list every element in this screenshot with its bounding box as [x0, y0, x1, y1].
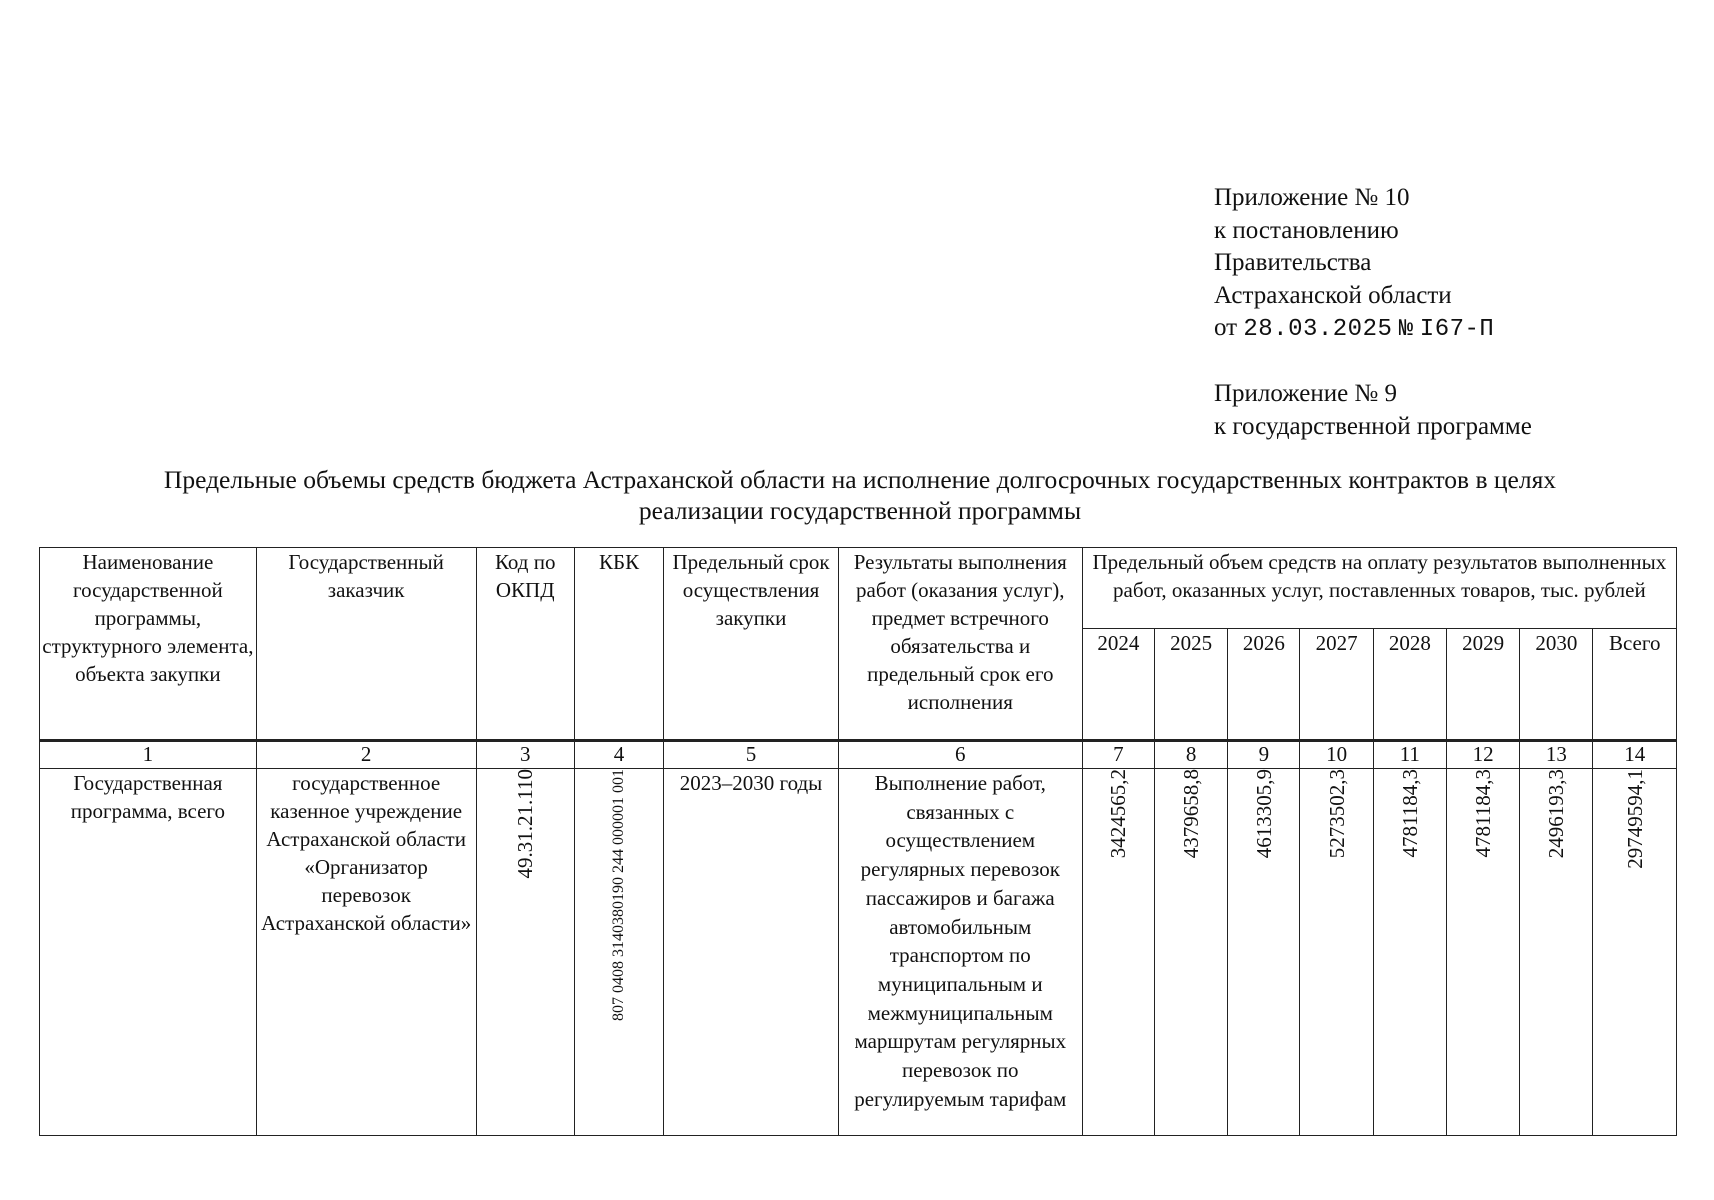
row-value-2025-cell [1154, 769, 1227, 1136]
header-customer: Государственный заказчик [256, 548, 476, 741]
row-value-2025: 4379658,8 [1179, 769, 1204, 859]
header-results: Результаты выполнения работ (оказания услуг), предмет встречного обязательства и предельный срок его исполнения [838, 548, 1082, 741]
row-results: Выполнение работ, связанных с осуществлением регулярных перевозок пассажиров и багажа автомобильным транспортом по муниципальным и межмуниципальным маршрутам регулярных перевозок по регулируемым тарифам [838, 769, 1082, 1136]
title-line-2: реализации государственной программы [638, 496, 1082, 525]
column-number: 8 [1154, 741, 1227, 769]
header-total: Всего [1593, 629, 1677, 741]
row-customer: государственное казенное учреждение Астраханской области «Организатор перевозок Астраханской области» [256, 769, 476, 1136]
column-number: 4 [574, 741, 663, 769]
header-year-2024: 2024 [1082, 629, 1154, 741]
number-sign: № [1398, 316, 1414, 343]
header-kbk: КБК [574, 548, 663, 741]
header-limit-group: Предельный объем средств на оплату результатов выполненных работ, оказанных услуг, поставленных товаров, тыс. рублей [1082, 548, 1676, 629]
row-name: Государственная программа, всего [40, 769, 257, 1136]
appendix-9-program: к государственной программе [1214, 412, 1532, 440]
header-year-2028: 2028 [1373, 629, 1446, 741]
appendix-10-label: Приложение № 10 [1214, 184, 1410, 211]
row-value-2030: 2496193,3 [1544, 769, 1569, 859]
column-number: 7 [1082, 741, 1154, 769]
column-number: 5 [664, 741, 839, 769]
column-number: 9 [1228, 741, 1300, 769]
column-number: 3 [476, 741, 574, 769]
appendix-10-region: Астраханской области [1214, 281, 1452, 309]
table-row [40, 769, 1677, 1136]
appendix-10-date-line [1214, 312, 1494, 347]
column-number: 11 [1373, 741, 1446, 769]
header-year-2027: 2027 [1300, 629, 1373, 741]
row-value-2030-cell [1520, 769, 1593, 1136]
header-year-2025: 2025 [1154, 629, 1227, 741]
row-value-2028: 4781184,3 [1397, 769, 1422, 858]
row-total: 29749594,1 [1622, 769, 1647, 869]
header-okpd: Код по ОКПД [476, 548, 574, 741]
appendix-9-label: Приложение № 9 [1214, 380, 1398, 407]
row-kbk-cell [574, 769, 663, 1136]
header-year-2029: 2029 [1446, 629, 1519, 741]
row-value-2029-cell [1446, 769, 1519, 1136]
row-term: 2023–2030 годы [664, 769, 839, 1136]
row-value-2027-cell [1300, 769, 1373, 1136]
header-row [40, 548, 1677, 629]
column-number: 6 [838, 741, 1082, 769]
row-value-2027: 5273502,3 [1324, 769, 1349, 859]
row-kbk: 807 0408 3140380190 244 000001 001 [610, 769, 628, 1021]
row-value-2026-cell [1228, 769, 1300, 1136]
document-title [40, 464, 1680, 526]
header-year-2026: 2026 [1228, 629, 1300, 741]
row-total-cell [1593, 769, 1677, 1136]
appendix-10-government: Правительства [1214, 249, 1372, 276]
column-number: 10 [1300, 741, 1373, 769]
row-value-2026: 4613305,9 [1251, 769, 1276, 859]
header-term: Предельный срок осуществления закупки [664, 548, 839, 741]
column-number: 13 [1520, 741, 1593, 769]
column-number: 12 [1446, 741, 1519, 769]
column-number: 14 [1593, 741, 1677, 769]
resolution-number: I67-П [1419, 316, 1495, 343]
date-prefix: от [1214, 314, 1238, 341]
row-value-2024-cell [1082, 769, 1154, 1136]
header-name: Наименование государственной программы, структурного элемента, объекта закупки [40, 548, 257, 741]
row-value-2024: 3424565,2 [1106, 769, 1131, 859]
appendix-10-block [1214, 182, 1494, 347]
budget-limits-table [39, 547, 1677, 1136]
row-value-2028-cell [1373, 769, 1446, 1136]
row-value-2029: 4781184,3 [1471, 769, 1496, 858]
appendix-10-resolution: к постановлению [1214, 216, 1399, 244]
row-okpd: 49.31.21.110 [513, 769, 538, 879]
column-number: 2 [256, 741, 476, 769]
title-line-1: Предельные объемы средств бюджета Астраханской области на исполнение долгосрочных государственных контрактов в целях [163, 465, 1557, 494]
row-okpd-cell [476, 769, 574, 1136]
header-year-2030: 2030 [1520, 629, 1593, 741]
resolution-date: 28.03.2025 [1243, 316, 1393, 343]
appendix-9-block [1214, 378, 1532, 443]
column-number-row [40, 741, 1677, 769]
column-number: 1 [40, 741, 257, 769]
